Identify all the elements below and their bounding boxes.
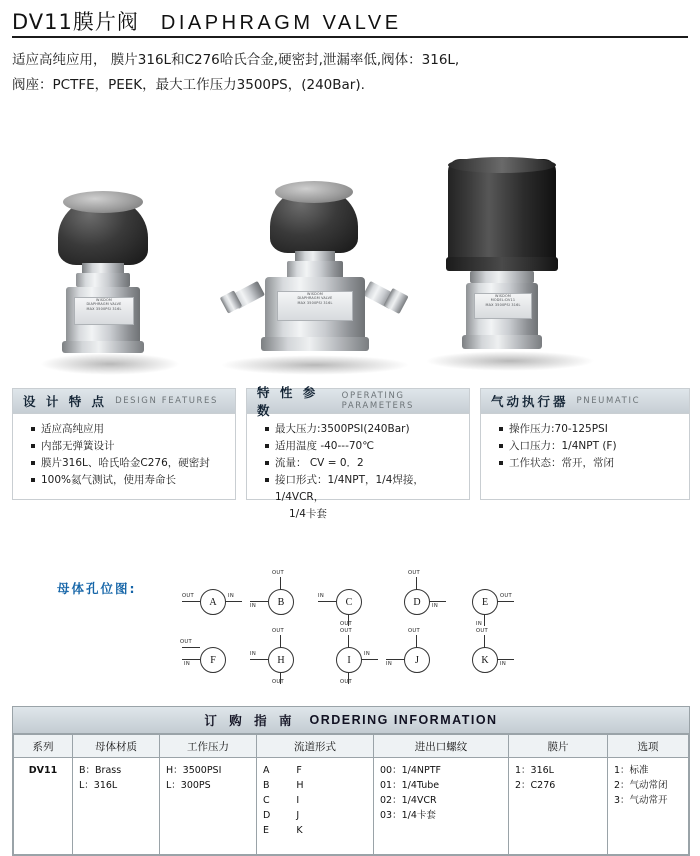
- cell-options: [608, 758, 689, 855]
- valve-label-line1: WISDOM: [96, 298, 112, 302]
- port-label-in: IN: [250, 603, 257, 609]
- port-letter: D: [404, 589, 430, 615]
- column-header-thread: 进出口螺纹: [374, 735, 509, 758]
- list-item: [265, 472, 469, 523]
- flow-option: H: [296, 780, 304, 791]
- panel-title-cn: 特 性 参 数: [257, 385, 319, 418]
- port-letter: I: [336, 647, 362, 673]
- cell-series: DV11: [14, 758, 73, 855]
- valve-label-line2: DIAPHRAGM VALVE: [86, 302, 122, 307]
- list-item: 工作状态：常开，常闭: [499, 455, 689, 472]
- port-label-in: IN: [250, 651, 257, 657]
- valve-label-line2: DIAPHRAGM VALVE: [297, 296, 333, 301]
- port-letter: B: [268, 589, 294, 615]
- port-diagram-title: 母体孔位图:: [57, 581, 137, 596]
- page-title: [12, 6, 688, 36]
- list-item-text: 接口形式：1/4NPT，1/4焊接，1/4VCR，: [275, 474, 424, 503]
- port-label-out: OUT: [182, 593, 194, 599]
- title-divider: [12, 36, 688, 38]
- valve-label-brand: WISDOM: [495, 294, 511, 298]
- list-item: 操作压力:70-125PSI: [499, 421, 689, 438]
- table-header-row: [14, 735, 689, 758]
- ordering-title-cn: 订 购 指 南: [204, 713, 296, 728]
- port-pattern-a: [182, 575, 246, 627]
- column-header-pressure: 工作压力: [160, 735, 257, 758]
- thread-option: 01：1/4Tube: [380, 780, 440, 791]
- panel-title-cn: 设 计 特 点: [23, 394, 108, 409]
- column-header-options: 选项: [608, 735, 689, 758]
- list-item: 膜片316L、哈氏哈金C276，硬密封: [31, 455, 235, 472]
- panel-title-en: PNEUMATIC: [576, 396, 641, 406]
- valve-label-plate: [277, 291, 353, 321]
- port-label-out: OUT: [180, 639, 192, 645]
- port-label-out: OUT: [408, 570, 420, 576]
- port-label-out: OUT: [408, 628, 420, 634]
- flow-option: F: [296, 765, 302, 776]
- pneumatic-list: [481, 421, 689, 472]
- photo-valve-manual-panel-mount: [30, 165, 190, 375]
- operating-parameters-list: [247, 421, 469, 523]
- ordering-title-en: ORDERING INFORMATION: [309, 713, 498, 727]
- flow-column-2: [296, 763, 303, 838]
- port-label-in: IN: [386, 661, 393, 667]
- photo-valve-manual-inline: [215, 165, 415, 375]
- material-option-1: B：Brass: [79, 765, 122, 776]
- list-item: 入口压力：1/4NPT (F): [499, 438, 689, 455]
- material-option-2: L：316L: [79, 780, 118, 791]
- thread-option: 00：1/4NPTF: [380, 765, 441, 776]
- panel-title-en: OPERATING PARAMETERS: [341, 391, 415, 411]
- panel-title-en: DESIGN FEATURES: [115, 396, 219, 406]
- port-label-out-2: OUT: [340, 679, 352, 685]
- port-label-in: IN: [364, 651, 371, 657]
- ordering-header: [13, 707, 689, 734]
- panel-title-cn: 气动执行器: [491, 394, 569, 409]
- thread-option: 02：1/4VCR: [380, 795, 437, 806]
- port-letter: K: [472, 647, 498, 673]
- intro-line-2: 阀座：PCTFE，PEEK，最大工作压力3500PS，(240Bar).: [12, 77, 365, 93]
- option-item: 2：气动常闭: [614, 780, 668, 791]
- panel-pneumatic-header: [481, 389, 689, 414]
- option-item: 3：气动常开: [614, 795, 668, 806]
- port-pattern-d: [386, 570, 450, 627]
- valve-label-plate: [74, 297, 134, 325]
- port-label-out: OUT: [272, 628, 284, 634]
- cell-material: [73, 758, 160, 855]
- list-item: 适应高纯应用: [31, 421, 235, 438]
- list-item: 流量： CV = 0．2: [265, 455, 469, 472]
- flow-option: K: [296, 825, 303, 836]
- port-label-out: OUT: [476, 628, 488, 634]
- valve-label-line4: MAX 3500PSI 316L: [86, 306, 122, 311]
- port-pattern-c: [318, 575, 382, 627]
- valve-label-line3: MODEL:DV11: [490, 298, 516, 303]
- list-item: 适用温度 -40---70℃: [265, 438, 469, 455]
- cell-diaphragm: [509, 758, 608, 855]
- intro-paragraph: [12, 48, 688, 98]
- list-item: 最大压力:3500PSI(240Bar): [265, 421, 469, 438]
- port-pattern-b: [250, 570, 314, 627]
- valve-label-brand: WISDOM: [307, 292, 323, 296]
- column-header-material: 母体材质: [73, 735, 160, 758]
- port-label-in: IN: [432, 603, 439, 609]
- port-label-out: OUT: [340, 621, 352, 627]
- panel-design-features-header: [13, 389, 235, 414]
- port-label-in: IN: [184, 661, 191, 667]
- product-photo-row: [0, 140, 700, 380]
- port-label-in: IN: [500, 661, 507, 667]
- port-label-out-2: OUT: [272, 679, 284, 685]
- port-pattern-k: [454, 628, 518, 685]
- ordering-information-table: [12, 706, 690, 856]
- cell-flow-pattern: [257, 758, 374, 855]
- port-pattern-h: [250, 628, 314, 685]
- photo-valve-pneumatic-actuator: [420, 145, 600, 375]
- panel-design-features: [12, 388, 236, 500]
- panel-pneumatic: [480, 388, 690, 500]
- flow-option: E: [263, 825, 270, 836]
- port-pattern-j: [386, 628, 450, 685]
- port-letter: F: [200, 647, 226, 673]
- port-letter: H: [268, 647, 294, 673]
- panel-operating-parameters-header: [247, 385, 469, 418]
- flow-option: B: [263, 780, 270, 791]
- pressure-option-1: H：3500PSI: [166, 765, 222, 776]
- option-item: 1：标准: [614, 765, 649, 776]
- flow-option: I: [296, 795, 300, 806]
- flow-option: A: [263, 765, 270, 776]
- column-header-diaphragm: 膜片: [509, 735, 608, 758]
- port-label-out: OUT: [272, 570, 284, 576]
- title-english: DIAPHRAGM VALVE: [160, 12, 402, 34]
- port-label-in: IN: [476, 621, 483, 627]
- port-label-in: IN: [318, 593, 325, 599]
- port-letter: J: [404, 647, 430, 673]
- ordering-table: [13, 734, 689, 855]
- port-label-out: OUT: [340, 628, 352, 634]
- valve-label-line4: MAX 3500PSI 316L: [297, 300, 333, 305]
- design-features-list: [13, 421, 235, 489]
- valve-label-line4: MAX 3500PSI 316L: [485, 302, 521, 307]
- diaphragm-option: 2：C276: [515, 780, 556, 791]
- flow-option: J: [296, 810, 300, 821]
- port-label-in: IN: [228, 593, 235, 599]
- cell-thread: [374, 758, 509, 855]
- flow-option: C: [263, 795, 270, 806]
- flow-option: D: [263, 810, 271, 821]
- intro-line-1: 适应高纯应用， 膜片316L和C276哈氏合金,硬密封,泄漏率低,阀体：316L,: [12, 52, 460, 68]
- port-pattern-e: [454, 575, 518, 627]
- pressure-option-2: L：300PS: [166, 780, 211, 791]
- port-letter: E: [472, 589, 498, 615]
- diaphragm-option: 1：316L: [515, 765, 554, 776]
- port-label-out: OUT: [500, 593, 512, 599]
- flow-column-1: [263, 763, 270, 838]
- thread-option: 03：1/4卡套: [380, 810, 436, 821]
- column-header-flow: 流道形式: [257, 735, 374, 758]
- port-pattern-diagram: [12, 565, 688, 690]
- valve-label-plate: [474, 293, 532, 319]
- panel-operating-parameters: [246, 385, 470, 520]
- list-item: 内部无弹簧设计: [31, 438, 235, 455]
- port-letter: C: [336, 589, 362, 615]
- title-chinese: DV11膜片阀: [12, 10, 139, 34]
- cell-pressure: [160, 758, 257, 855]
- port-letter: A: [200, 589, 226, 615]
- port-pattern-f: [182, 633, 246, 685]
- port-pattern-i: [318, 628, 382, 685]
- column-header-series: 系列: [14, 735, 73, 758]
- table-row: [14, 758, 689, 855]
- list-item: 100%氦气测试，使用寿命长: [31, 472, 235, 489]
- list-item-continuation: 1/4卡套: [289, 508, 327, 520]
